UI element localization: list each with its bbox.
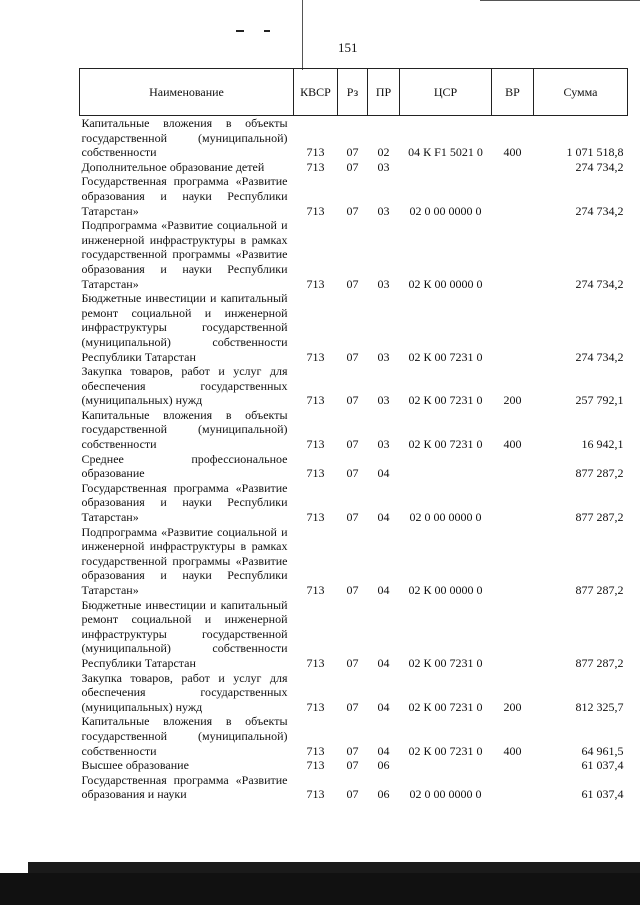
row-sum: 274 734,2 <box>575 276 624 291</box>
row-sum: 16 942,1 <box>581 437 624 452</box>
row-csr: 02 К 00 7231 0 <box>408 393 483 408</box>
table-row <box>80 160 628 175</box>
row-pr: 03 <box>377 203 390 218</box>
header-pr: ПР <box>368 69 400 116</box>
row-sum: 877 287,2 <box>575 466 624 481</box>
row-pr: 04 <box>377 510 390 525</box>
table-row <box>80 116 628 160</box>
header-name: Наименование <box>80 69 294 116</box>
page-number: 151 <box>338 40 358 55</box>
row-vr <box>492 598 534 671</box>
row-kvsr: 713 <box>306 583 325 597</box>
row-name: Подпрограмма «Развитие социальной и инженерной инфраструктуры в рамках государственной программы «Развитие образования и науки Республики Татарстан» <box>81 218 288 291</box>
row-kvsr: 713 <box>306 393 325 408</box>
row-csr: 02 К 00 7231 0 <box>408 655 483 670</box>
row-name: Закупка товаров, работ и услуг для обеспечения государственных (муниципальных) нужд <box>81 670 288 714</box>
row-vr: 400 <box>503 743 522 758</box>
row-csr: 02 0 00 0000 0 <box>409 203 482 218</box>
row-rz: 07 <box>346 510 359 525</box>
row-pr: 04 <box>377 466 390 481</box>
scan-dash-left <box>236 30 244 32</box>
row-kvsr: 713 <box>306 655 325 670</box>
row-kvsr: 713 <box>306 145 325 160</box>
table-row <box>80 671 628 715</box>
row-rz: 07 <box>346 145 359 160</box>
scan-bottom-shadow <box>28 862 640 873</box>
header-vr: ВР <box>492 69 534 116</box>
row-pr: 06 <box>377 758 390 773</box>
row-sum: 877 287,2 <box>575 510 624 525</box>
header-sum: Сумма <box>534 69 628 116</box>
row-rz: 07 <box>346 159 359 174</box>
row-csr: 02 0 00 0000 0 <box>409 510 482 525</box>
row-rz: 07 <box>346 276 359 291</box>
row-csr: 02 К 00 0000 0 <box>408 583 483 597</box>
row-name: Государственная программа «Развитие образования и науки <box>81 772 288 802</box>
budget-table <box>79 68 628 802</box>
row-name: Капитальные вложения в объекты государственной (муниципальной) собственности <box>81 714 288 758</box>
table-header-row <box>80 69 628 116</box>
row-pr: 03 <box>377 393 390 408</box>
row-rz: 07 <box>346 393 359 408</box>
row-sum: 61 037,4 <box>581 758 624 773</box>
row-pr: 04 <box>377 583 390 597</box>
header-kvsr: КВСР <box>294 69 338 116</box>
header-csr: ЦСР <box>400 69 492 116</box>
row-sum: 274 734,2 <box>575 159 624 174</box>
row-csr: 04 К F1 5021 0 <box>408 145 483 160</box>
row-sum: 64 961,5 <box>581 743 624 758</box>
row-name: Закупка товаров, работ и услуг для обеспечения государственных (муниципальных) нужд <box>81 364 288 408</box>
row-vr: 200 <box>503 393 522 408</box>
row-rz: 07 <box>346 583 359 597</box>
row-vr <box>492 160 534 175</box>
row-vr <box>492 525 534 598</box>
row-csr: 02 К 00 7231 0 <box>408 699 483 714</box>
row-sum: 274 734,2 <box>575 203 624 218</box>
scan-dash-right <box>264 30 270 32</box>
row-sum: 274 734,2 <box>575 349 624 364</box>
row-sum: 257 792,1 <box>575 393 624 408</box>
table-row <box>80 525 628 598</box>
row-pr: 04 <box>377 655 390 670</box>
table-row <box>80 408 628 452</box>
table-body <box>80 116 628 802</box>
row-csr <box>400 452 492 481</box>
header-rz: Рз <box>338 69 368 116</box>
row-vr: 400 <box>503 437 522 452</box>
row-name: Дополнительное образование детей <box>81 159 265 174</box>
row-name: Подпрограмма «Развитие социальной и инженерной инфраструктуры в рамках государственной программы «Развитие образования и науки Республики Татарстан» <box>81 524 288 597</box>
row-rz: 07 <box>346 655 359 670</box>
row-sum: 877 287,2 <box>575 655 624 670</box>
row-kvsr: 713 <box>306 349 325 364</box>
row-sum: 61 037,4 <box>581 787 624 802</box>
row-rz: 07 <box>346 349 359 364</box>
row-kvsr: 713 <box>306 743 325 758</box>
row-vr: 200 <box>503 699 522 714</box>
row-pr: 03 <box>377 159 390 174</box>
row-vr <box>492 773 534 802</box>
row-pr: 02 <box>377 145 390 160</box>
row-rz: 07 <box>346 758 359 773</box>
scan-line-vertical <box>302 0 303 70</box>
row-pr: 04 <box>377 743 390 758</box>
row-csr: 02 К 00 7231 0 <box>408 743 483 758</box>
row-sum: 877 287,2 <box>575 583 624 597</box>
row-vr: 400 <box>503 145 522 160</box>
row-vr <box>492 481 534 525</box>
row-name: Государственная программа «Развитие образования и науки Республики Татарстан» <box>81 480 288 525</box>
row-kvsr: 713 <box>306 758 325 773</box>
row-kvsr: 713 <box>306 437 325 452</box>
table-row <box>80 452 628 481</box>
row-csr <box>400 758 492 773</box>
row-pr: 04 <box>377 699 390 714</box>
scan-bottom-border <box>0 873 640 905</box>
row-pr: 03 <box>377 349 390 364</box>
row-name: Капитальные вложения в объекты государственной (муниципальной) собственности <box>81 116 288 160</box>
row-csr: 02 0 00 0000 0 <box>409 787 482 802</box>
table-row <box>80 598 628 671</box>
row-sum: 1 071 518,8 <box>566 145 624 160</box>
row-vr <box>492 758 534 773</box>
row-rz: 07 <box>346 743 359 758</box>
table-row <box>80 714 628 758</box>
row-vr <box>492 218 534 291</box>
row-name: Среднее профессиональное образование <box>81 451 288 481</box>
row-csr: 02 К 00 0000 0 <box>408 276 483 291</box>
table-row <box>80 174 628 218</box>
row-name: Бюджетные инвестиции и капитальный ремонт социальной и инженерной инфраструктуры государственной (муниципальной) собственности Республики Татарстан <box>81 597 288 670</box>
table-row <box>80 291 628 364</box>
row-name: Государственная программа «Развитие образования и науки Республики Татарстан» <box>81 174 288 218</box>
row-kvsr: 713 <box>306 159 325 174</box>
row-sum: 812 325,7 <box>575 699 624 714</box>
row-rz: 07 <box>346 203 359 218</box>
row-vr <box>492 174 534 218</box>
row-csr: 02 К 00 7231 0 <box>408 349 483 364</box>
budget-table-container <box>79 68 627 802</box>
table-row <box>80 481 628 525</box>
row-pr: 03 <box>377 437 390 452</box>
table-row <box>80 758 628 773</box>
table-row <box>80 773 628 802</box>
row-rz: 07 <box>346 787 359 802</box>
row-kvsr: 713 <box>306 699 325 714</box>
scan-line-top-right <box>480 0 640 1</box>
row-kvsr: 713 <box>306 276 325 291</box>
row-csr <box>400 160 492 175</box>
row-kvsr: 713 <box>306 787 325 802</box>
row-vr <box>492 291 534 364</box>
row-name: Бюджетные инвестиции и капитальный ремонт социальной и инженерной инфраструктуры государственной (муниципальной) собственности Республики Татарстан <box>81 291 288 364</box>
row-name: Высшее образование <box>81 758 189 773</box>
row-csr: 02 К 00 7231 0 <box>408 437 483 452</box>
row-kvsr: 713 <box>306 510 325 525</box>
row-kvsr: 713 <box>306 203 325 218</box>
row-pr: 03 <box>377 276 390 291</box>
row-name: Капитальные вложения в объекты государственной (муниципальной) собственности <box>81 407 288 452</box>
table-row <box>80 218 628 291</box>
row-pr: 06 <box>377 787 390 802</box>
row-vr <box>492 452 534 481</box>
row-kvsr: 713 <box>306 466 325 481</box>
row-rz: 07 <box>346 699 359 714</box>
table-row <box>80 364 628 408</box>
row-rz: 07 <box>346 437 359 452</box>
row-rz: 07 <box>346 466 359 481</box>
